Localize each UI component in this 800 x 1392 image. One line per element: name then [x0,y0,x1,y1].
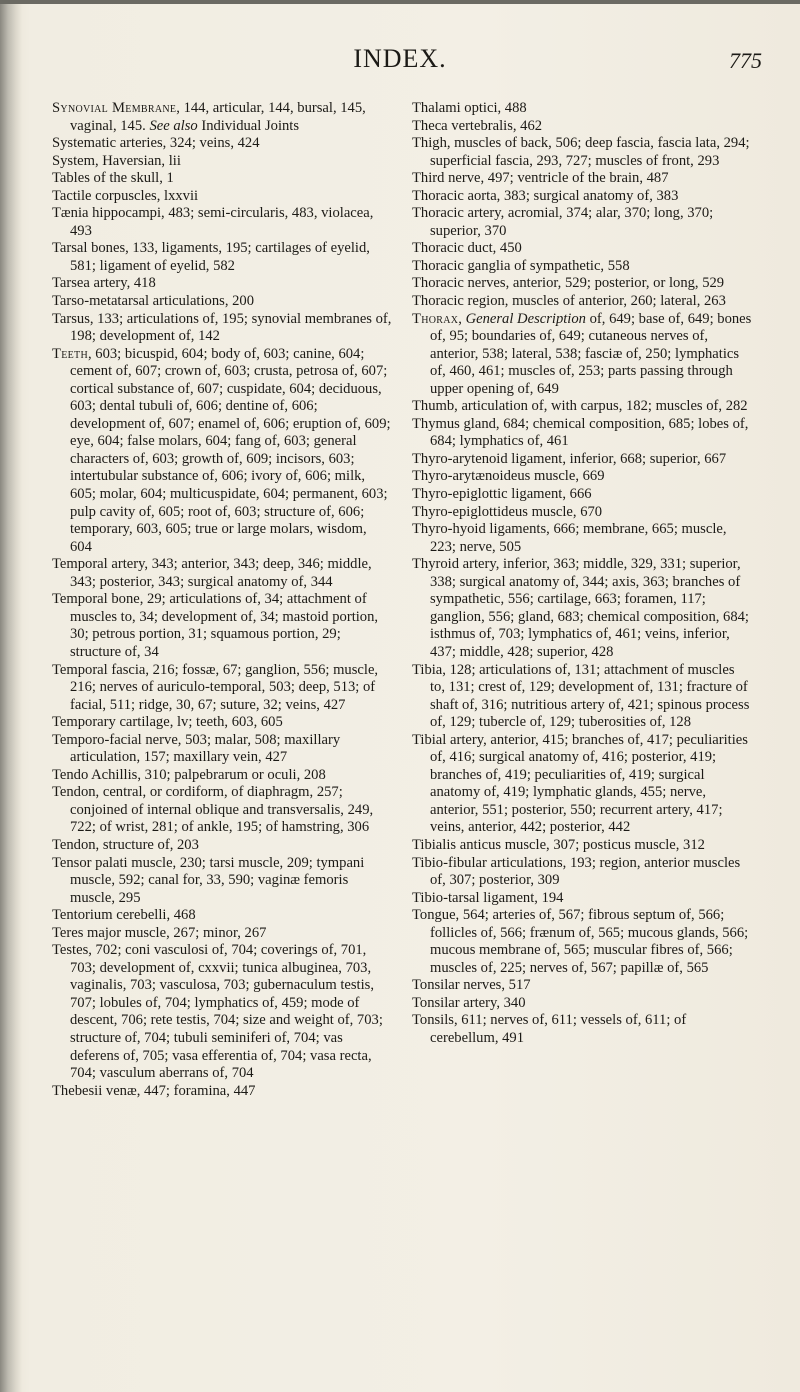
index-entry [412,451,752,469]
index-entry-text: Thoracic artery, acromial, 374; alar, 370; long, 370; superior, 370 [412,205,714,239]
index-entry [52,767,392,785]
index-entry-text: Thalami optici, 488 [412,100,527,116]
index-entry [412,662,752,732]
index-entry-text: Tensor palati muscle, 230; tarsi muscle, 209; tympani muscle, 592; canal for, 33, 590; vaginæ femoris muscle, 295 [52,854,365,906]
index-entry-text: Temporary cartilage, lv; teeth, 603, 605 [52,714,283,731]
index-entry-text: Thoracic region, muscles of anterior, 260; lateral, 263 [412,293,726,310]
index-entry-text: , 603; bicuspid, 604; body of, 603; canine, 604; cement of, 607; crown of, 603; crusta, petrosa of, 607; cortical substance of, 607; cuspidate, 604; deciduous, 603; dental tubuli of, 606; dentine of, 606; development of, 607; enamel of, 606; eruption of, 609; eye, 604; false molars, 604; fang of, 603; general characters of, 603; growth of, 609; incisors, 603; intertubular substance of, 606; ivory of, 606; milk, 605; molar, 604; multicuspidate, 604; permanent, 603; pulp cavity of, 605; root of, 603; structure of, 606; temporary, 603, 605; true or large molars, wisdom, 604 [70,345,391,555]
index-entry [52,662,392,715]
index-entry-text: Tonsils, 611; nerves of, 611; vessels of, 611; of cerebellum, 491 [412,1012,687,1046]
index-entry-text: Tendon, central, or cordiform, of diaphragm, 257; conjoined of internal oblique and transversalis, 249, 722; of wrist, 281; of ankle, 195; of hamstring, 306 [52,784,374,836]
index-entry [412,170,752,188]
index-entry-text: Tarsus, 133; articulations of, 195; synovial membranes of, 198; development of, 142 [52,310,392,345]
index-entry-text: Teres major muscle, 267; minor, 267 [52,924,267,941]
index-entry-text: Tactile corpuscles, lxxvii [52,187,199,204]
index-entry [412,504,752,522]
index-entry [52,170,392,188]
index-entry [52,714,392,732]
index-entry-text: Tibial artery, anterior, 415; branches of, 417; peculiarities of, 416; surgical anatomy of, 416; posterior, 419; branches of, 419; peculiarities of, 419; surgical anatomy of, 419; lymphatic glands, 455; nerve, anterior, 551; posterior, 550; recurrent artery, 417; veins, anterior, 442; posterior, 442 [412,731,748,836]
index-entry-text: Thoracic nerves, anterior, 529; posterior, or long, 529 [412,275,725,292]
index-entry-text: Temporal fascia, 216; fossæ, 67; ganglion, 556; muscle, 216; nerves of auriculo-temporal, 503; deep, 513; of facial, 511; ridge, 30, 67; suture, 32; veins, 427 [52,661,379,713]
index-entry-text: , 144, articular, 144, bursal, 145, vaginal, 145. [70,100,366,134]
index-entry [412,240,752,258]
book-binding-edge [0,0,22,1392]
index-entry-text: Temporal artery, 343; anterior, 343; deep, 346; middle, 343; posterior, 343; surgical anatomy of, 344 [52,556,372,590]
index-entry-text: General Description [465,310,586,327]
index-entry [52,591,392,661]
index-column-right [412,100,752,1048]
index-entry [412,521,752,556]
index-entry-text: Thymus gland, 684; chemical composition, 685; lobes of, 684; lymphatics of, 461 [412,415,749,450]
page-header [0,44,800,84]
index-entry-text: Tables of the skull, 1 [52,170,174,187]
index-entry [412,486,752,504]
index-entry [412,398,752,416]
index-entry-text: Thumb, articulation of, with carpus, 182; muscles of, 282 [412,398,748,415]
index-entry [52,293,392,311]
index-entry [412,118,752,136]
index-entry-text: Tendo Achillis, 310; palpebrarum or oculi, 208 [52,766,326,783]
index-entry-text: Tibio-fibular articulations, 193; region, anterior muscles of, 307; posterior, 309 [412,854,741,889]
index-entry-text: Thyro-arytenoid ligament, inferior, 668; superior, 667 [412,450,727,467]
index-entry [52,346,392,557]
index-entry-text: System, Haversian, lii [52,152,181,169]
index-entry-text: Tonsilar nerves, 517 [412,977,531,994]
index-entry [52,188,392,206]
index-entry [412,855,752,890]
index-entry-text: Thyro-epiglottideus muscle, 670 [412,503,603,520]
index-entry [412,837,752,855]
index-entry [412,311,752,399]
index-entry-text: Tibio-tarsal ligament, 194 [412,889,564,906]
index-entry-text: Thyroid artery, inferior, 363; middle, 329, 331; superior, 338; surgical anatomy of, 344; axis, 363; branches of sympathetic, 556; cartilage, 663; foramen, 117; ganglion, 556; gland, 683; chemical composition, 684; isthmus of, 703; lymphatics of, 461; veins, inferior, 437; middle, 428; superior, 428 [412,556,749,660]
index-entry [52,784,392,837]
index-entry-text: Thorax [412,310,459,327]
index-entry-text: Tendon, structure of, 203 [52,836,199,853]
index-entry-text: Tonsilar artery, 340 [412,994,526,1011]
index-entry-text: Thebesii venæ, 447; foramina, 447 [52,1082,256,1099]
index-entry [52,855,392,908]
running-title: INDEX. [353,44,447,73]
index-entry-text: Thoracic ganglia of sympathetic, 558 [412,257,630,274]
page-top-edge [0,0,800,4]
index-entry-text: Thigh, muscles of back, 506; deep fascia, fascia lata, 294; superficial fascia, 293, 727; muscles of front, 293 [412,135,750,169]
index-entry [412,1012,752,1047]
index-entry [52,153,392,171]
index-entry [412,556,752,661]
index-entry-text: Systematic arteries, 324; veins, 424 [52,135,260,152]
index-entry-text: Individual Joints [197,117,300,134]
index-entry [412,293,752,311]
index-entry-text: Tongue, 564; arteries of, 567; fibrous septum of, 566; follicles of, 566; frænum of, 565; mucous glands, 566; mucous membrane of, 565; muscular fibres of, 566; muscles of, 225; nerves of, 567; papillæ of, 565 [412,907,749,976]
index-entry [52,1083,392,1101]
index-entry [412,732,752,837]
index-entry-text: Temporal bone, 29; articulations of, 34; attachment of muscles to, 34; development of, 34; mastoid portion, 30; petrous portion, 31; squamous portion, 29; structure of, 34 [52,591,379,660]
index-entry-text: Theca vertebralis, 462 [412,117,543,134]
index-entry [52,837,392,855]
index-entry [52,556,392,591]
index-entry-text: Third nerve, 497; ventricle of the brain, 487 [412,170,669,187]
index-entry-text: Temporo-facial nerve, 503; malar, 508; maxillary articulation, 157; maxillary vein, 427 [52,731,341,766]
index-entry [412,258,752,276]
index-entry [412,977,752,995]
index-entry [52,205,392,240]
index-entry-text: Tarsal bones, 133, ligaments, 195; cartilages of eyelid, 581; ligament of eyelid, 582 [52,240,370,274]
index-entry-text: Tarsea artery, 418 [52,275,156,292]
index-entry-text: Teeth [52,345,88,362]
index-entry [52,275,392,293]
index-entry [412,416,752,451]
index-entry-text: Synovial Membrane [52,100,177,116]
index-entry [412,205,752,240]
page-number: 775 [729,48,762,73]
index-entry [412,100,752,118]
index-entry-text: Thyro-epiglottic ligament, 666 [412,486,592,503]
index-entry-text: Tænia hippocampi, 483; semi-circularis, 483, violacea, 493 [52,205,374,239]
index-entry [52,240,392,275]
index-entry-text: of, 649; base of, 649; bones of, 95; boundaries of, 649; cutaneous nerves of, anterior, 538; lateral, 538; fasciæ of, 250; lymphatics of, 460, 461; muscles of, 253; parts passing through upper opening of, 649 [430,310,752,397]
index-entry [412,907,752,977]
index-entry [412,188,752,206]
index-entry-text: Tarso-metatarsal articulations, 200 [52,293,255,310]
index-entry [412,275,752,293]
index-entry-text: Thyro-arytænoideus muscle, 669 [412,468,605,485]
index-entry-text: Tibia, 128; articulations of, 131; attachment of muscles to, 131; crest of, 129; development of, 131; fracture of shaft of, 316; nutritious artery of, 421; spinous process of, 129; tubercle of, 129; tuberosities of, 128 [412,661,750,731]
index-entry [412,468,752,486]
index-entry [52,135,392,153]
index-entry [412,890,752,908]
index-entry-text: , [458,310,466,327]
index-column-left [52,100,392,1100]
index-entry [52,100,392,135]
index-entry-text: Testes, 702; coni vasculosi of, 704; coverings of, 701, 703; development of, cxxvii; tunica albuginea, 703, vaginalis, 703; vasculosa, 703; gubernaculum testis, 707; lobules of, 704; lymphatics of, 459; mode of descent, 706; rete testis, 704; size and weight of, 703; structure of, 704; tubuli seminiferi of, 704; vas deferens of, 705; vasa efferentia of, 704; vasa recta, 704; vasculum aberrans of, 704 [52,942,383,1082]
index-entry-text: See also [149,117,198,134]
index-entry [412,135,752,170]
index-entry [52,942,392,1082]
index-entry [52,311,392,346]
index-entry-text: Thoracic duct, 450 [412,240,522,257]
index-entry-text: Tibialis anticus muscle, 307; posticus muscle, 312 [412,836,705,853]
index-entry [52,925,392,943]
index-entry-text: Thyro-hyoid ligaments, 666; membrane, 665; muscle, 223; nerve, 505 [412,521,727,555]
index-entry [412,995,752,1013]
index-entry-text: Tentorium cerebelli, 468 [52,907,196,924]
index-entry [52,732,392,767]
index-entry [52,907,392,925]
index-entry-text: Thoracic aorta, 383; surgical anatomy of, 383 [412,187,679,204]
